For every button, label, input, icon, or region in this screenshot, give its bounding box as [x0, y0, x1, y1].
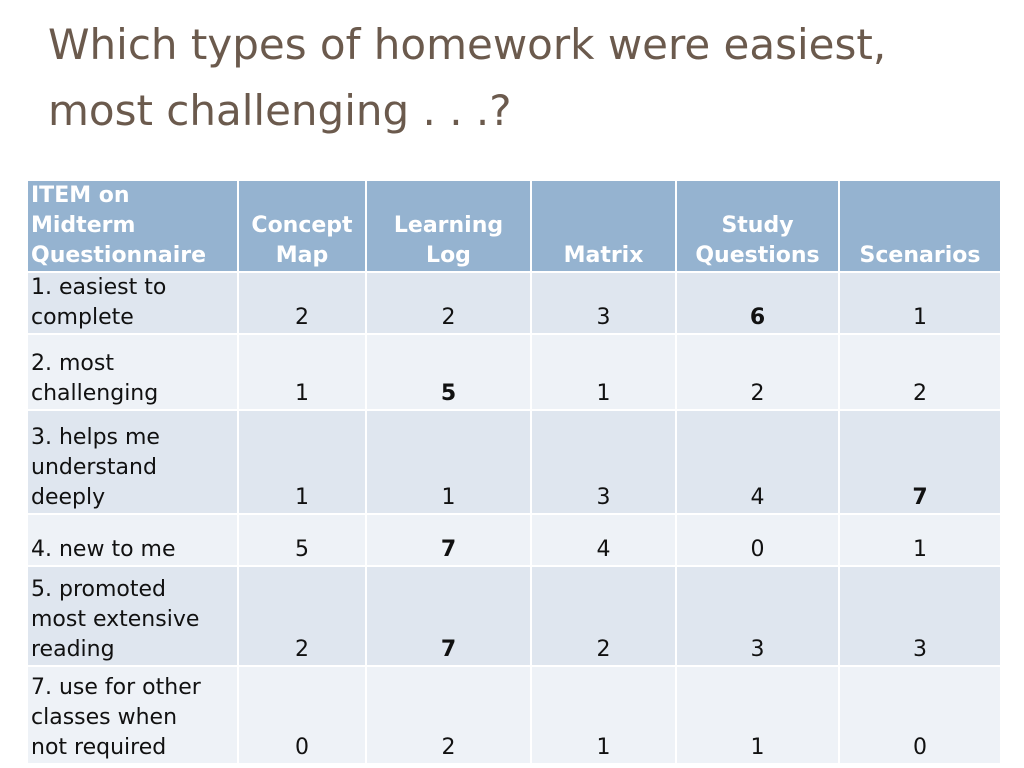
- table-row: [27, 410, 1001, 514]
- table-cell: 2: [531, 566, 676, 666]
- row-label: 7. use for other classes when not required: [27, 666, 238, 764]
- header-item: ITEM on Midterm Questionnaire: [27, 180, 238, 272]
- row-label: 2. most challenging: [27, 334, 238, 410]
- table-cell: 1: [676, 666, 839, 764]
- table-cell: 1: [238, 410, 366, 514]
- header-study-questions: Study Questions: [676, 180, 839, 272]
- header-learning-log: Learning Log: [366, 180, 531, 272]
- table-cell: 5: [238, 514, 366, 566]
- homework-table: [26, 179, 1002, 765]
- table-row: [27, 566, 1001, 666]
- table-row: [27, 666, 1001, 764]
- table-body: [27, 272, 1001, 764]
- table-cell: 2: [238, 272, 366, 334]
- title-line-1: Which types of homework were easiest,: [48, 20, 887, 69]
- table-cell: 3: [531, 410, 676, 514]
- table-cell: 4: [676, 410, 839, 514]
- row-label: 4. new to me: [27, 514, 238, 566]
- header-matrix: Matrix: [531, 180, 676, 272]
- table-cell: 1: [238, 334, 366, 410]
- table-cell: 2: [366, 666, 531, 764]
- table-cell: 7: [366, 514, 531, 566]
- table-cell: 2: [839, 334, 1001, 410]
- table-header-row: [27, 180, 1001, 272]
- title-line-2: most challenging . . .?: [48, 86, 512, 135]
- table-cell: 7: [839, 410, 1001, 514]
- table-row: [27, 272, 1001, 334]
- table-cell: 6: [676, 272, 839, 334]
- header-concept-map: Concept Map: [238, 180, 366, 272]
- table-cell: 2: [238, 566, 366, 666]
- table-cell: 1: [531, 666, 676, 764]
- table-cell: 2: [676, 334, 839, 410]
- row-label: 5. promoted most extensive reading: [27, 566, 238, 666]
- table-cell: 1: [839, 514, 1001, 566]
- table-cell: 0: [839, 666, 1001, 764]
- row-label: 1. easiest to complete: [27, 272, 238, 334]
- table-cell: 2: [366, 272, 531, 334]
- table-cell: 1: [839, 272, 1001, 334]
- header-scenarios: Scenarios: [839, 180, 1001, 272]
- table-cell: 3: [676, 566, 839, 666]
- slide-title: [48, 12, 1008, 144]
- table-cell: 3: [531, 272, 676, 334]
- table-cell: 1: [366, 410, 531, 514]
- table-cell: 0: [238, 666, 366, 764]
- table-cell: 1: [531, 334, 676, 410]
- table-row: [27, 514, 1001, 566]
- table-row: [27, 334, 1001, 410]
- table-cell: 4: [531, 514, 676, 566]
- table-cell: 5: [366, 334, 531, 410]
- row-label: 3. helps me understand deeply: [27, 410, 238, 514]
- table-cell: 3: [839, 566, 1001, 666]
- table-cell: 7: [366, 566, 531, 666]
- table-cell: 0: [676, 514, 839, 566]
